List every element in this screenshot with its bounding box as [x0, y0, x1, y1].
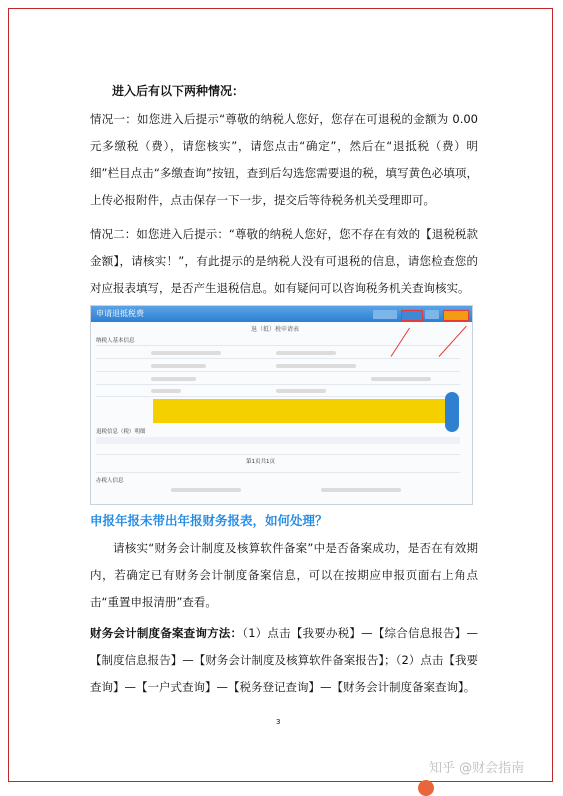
method-body: （1）点击【我要办税】—【综合信息报告】—【制度信息报告】—【财务会计制度及核算软件备案报告】；（2）点击【我要查询】—【一户式查询】—【税务登记查询】—【财务会计制度备案查询】。 [90, 626, 478, 694]
screenshot-title: 申请退抵税费 [96, 309, 144, 318]
red-arrow-2 [439, 326, 467, 357]
screenshot-header-bar [91, 306, 472, 322]
red-arrow-1 [391, 328, 410, 357]
watermark: 知乎 @财会指南 [429, 761, 525, 776]
screenshot-button-3 [425, 310, 439, 319]
logo-icon [418, 780, 434, 796]
screenshot-button-next [443, 310, 469, 321]
question-heading: 申报年报未带出年报财务报表，如何处理？ [90, 513, 328, 528]
paragraph-case-two: 情况二：如您进入后提示：“尊敬的纳税人您好，您不存在有效的【退税税款金额】，请核实！”，有此提示的是纳税人没有可退税的信息，请您检查您的对应报表填写，是否产生退税信息。如有疑问可以咨询税务机关查询核实。 [90, 227, 478, 295]
refund-table-header [96, 437, 460, 444]
screenshot-section-refund: 退税信息（税）明细 [96, 429, 146, 435]
screenshot-section-taxpayer: 纳税人基本信息 [96, 338, 135, 344]
screenshot-pager: 第1页共1页 [246, 459, 275, 465]
method-label: 财务会计制度备案查询方法： [90, 626, 243, 640]
screenshot-subtitle: 退（抵）税申请表 [251, 326, 300, 333]
section-heading: 进入后有以下两种情况： [112, 84, 245, 98]
screenshot-button-2 [401, 310, 423, 321]
screenshot-button-1 [373, 310, 397, 319]
required-field-highlight [153, 399, 459, 423]
page-number: 3 [276, 718, 281, 726]
paragraph-answer: 请核实“财务会计制度及核算软件备案”中是否备案成功，是否在有效期内，若确定已有财务会计制度备案信息，可以在按期应申报页面右上角点击“重置申报清册”查看。 [90, 541, 478, 609]
embedded-screenshot [90, 305, 473, 505]
screenshot-section-handler: 办税人信息 [96, 478, 124, 484]
side-help-badge [445, 392, 459, 432]
paragraph-method [90, 620, 478, 701]
paragraph-case-one: 情况一：如您进入后提示“尊敬的纳税人您好，您存在可退税的金额为 0.00 元多缴税（费），请您核实”，请您点击“确定”，然后在“退抵税（费）明细”栏目点击“多缴查询”按钮，查到后勾选您需要退的税，填写黄色必填项，上传必报附件，点击保存一下一步，提交后等待税务机关受理即可。 [90, 112, 478, 207]
